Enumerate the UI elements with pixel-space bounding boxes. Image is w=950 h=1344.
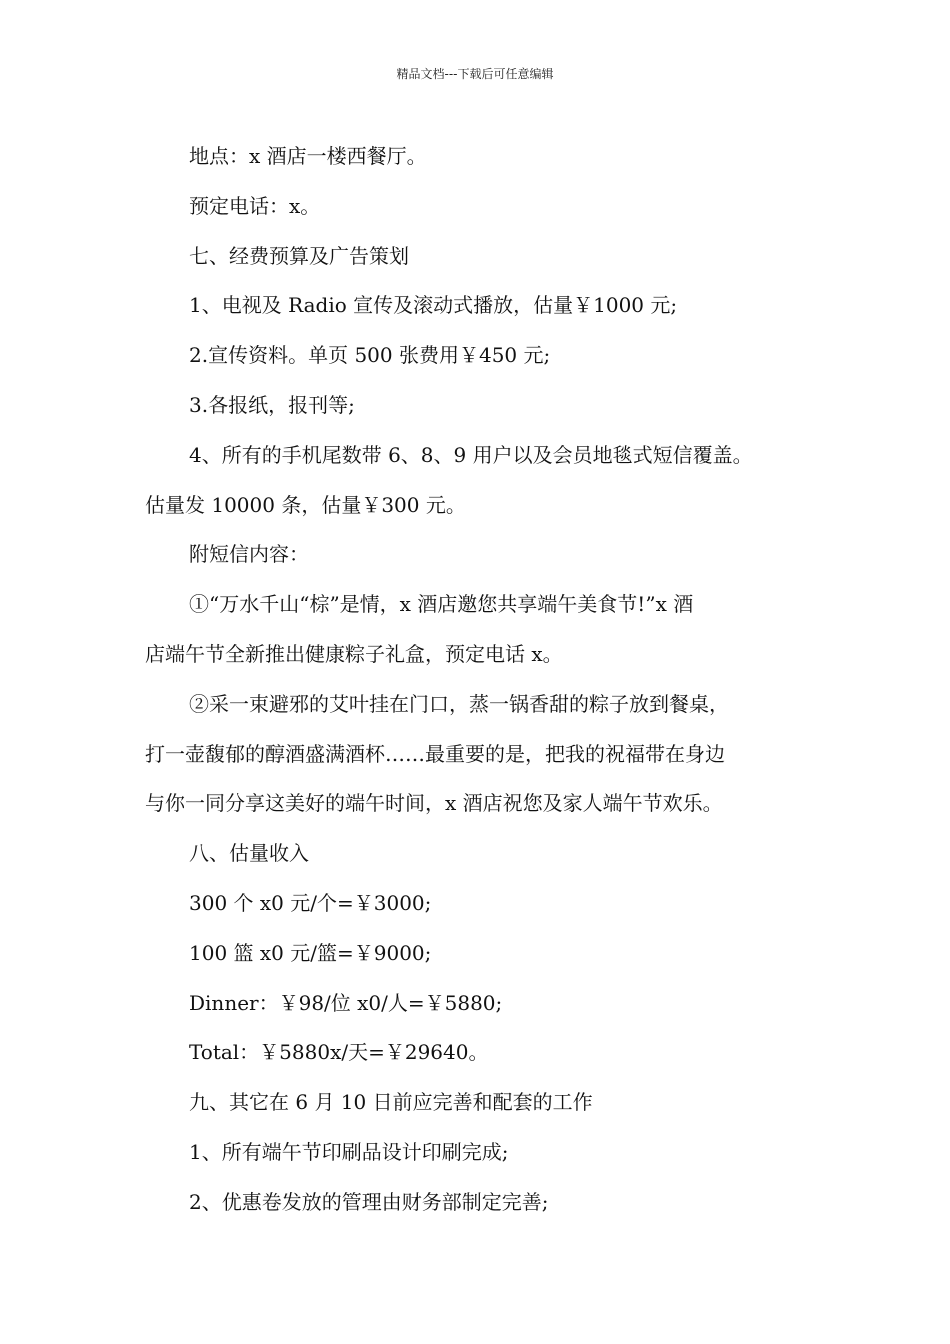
paragraph-line: 2、优惠卷发放的管理由财务部制定完善; <box>189 1189 549 1214</box>
paragraph-line: 4、所有的手机尾数带 6、8、9 用户以及会员地毯式短信覆盖。 <box>189 442 753 467</box>
paragraph-line: 附短信内容： <box>189 542 309 567</box>
paragraph-line: 与你一同分享这美好的端午时间，x 酒店祝您及家人端午节欢乐。 <box>145 791 723 816</box>
section-heading: 八、估量收入 <box>189 841 309 866</box>
paragraph-line: 1、所有端午节印刷品设计印刷完成; <box>189 1139 509 1164</box>
section-heading: 七、经费预算及广告策划 <box>189 243 409 268</box>
paragraph-line: Total：￥5880x/天=￥29640。 <box>189 1040 489 1065</box>
paragraph-line: 3.各报纸，报刊等; <box>189 392 355 417</box>
paragraph-line: 预定电话：x。 <box>189 193 321 218</box>
paragraph-line: 打一壶馥郁的醇酒盛满酒杯……最重要的是，把我的祝福带在身边 <box>145 741 725 766</box>
paragraph-line: Dinner：￥98/位 x0/人=￥5880; <box>189 990 503 1015</box>
document-body <box>145 132 810 1228</box>
paragraph-line: 估量发 10000 条，估量￥300 元。 <box>145 492 466 517</box>
paragraph-line: 300 个 x0 元/个=￥3000; <box>189 890 432 915</box>
paragraph-line: ①“万水千山“棕”是情，x 酒店邀您共享端午美食节!”x 酒 <box>189 592 694 617</box>
paragraph-line: ②采一束避邪的艾叶挂在门口，蒸一锅香甜的粽子放到餐桌， <box>189 691 729 716</box>
paragraph-line: 店端午节全新推出健康粽子礼盒，预定电话 x。 <box>145 641 563 666</box>
page-header: 精品文档---下载后可任意编辑 <box>396 67 554 81</box>
paragraph-line: 地点：x 酒店一楼西餐厅。 <box>189 144 427 168</box>
paragraph-line: 100 篮 x0 元/篮=￥9000; <box>189 940 432 965</box>
paragraph-line: 2.宣传资料。单页 500 张费用￥450 元; <box>189 343 551 368</box>
paragraph-line: 1、电视及 Radio 宣传及滚动式播放，估量￥1000 元; <box>189 293 678 318</box>
section-heading: 九、其它在 6 月 10 日前应完善和配套的工作 <box>189 1090 593 1115</box>
